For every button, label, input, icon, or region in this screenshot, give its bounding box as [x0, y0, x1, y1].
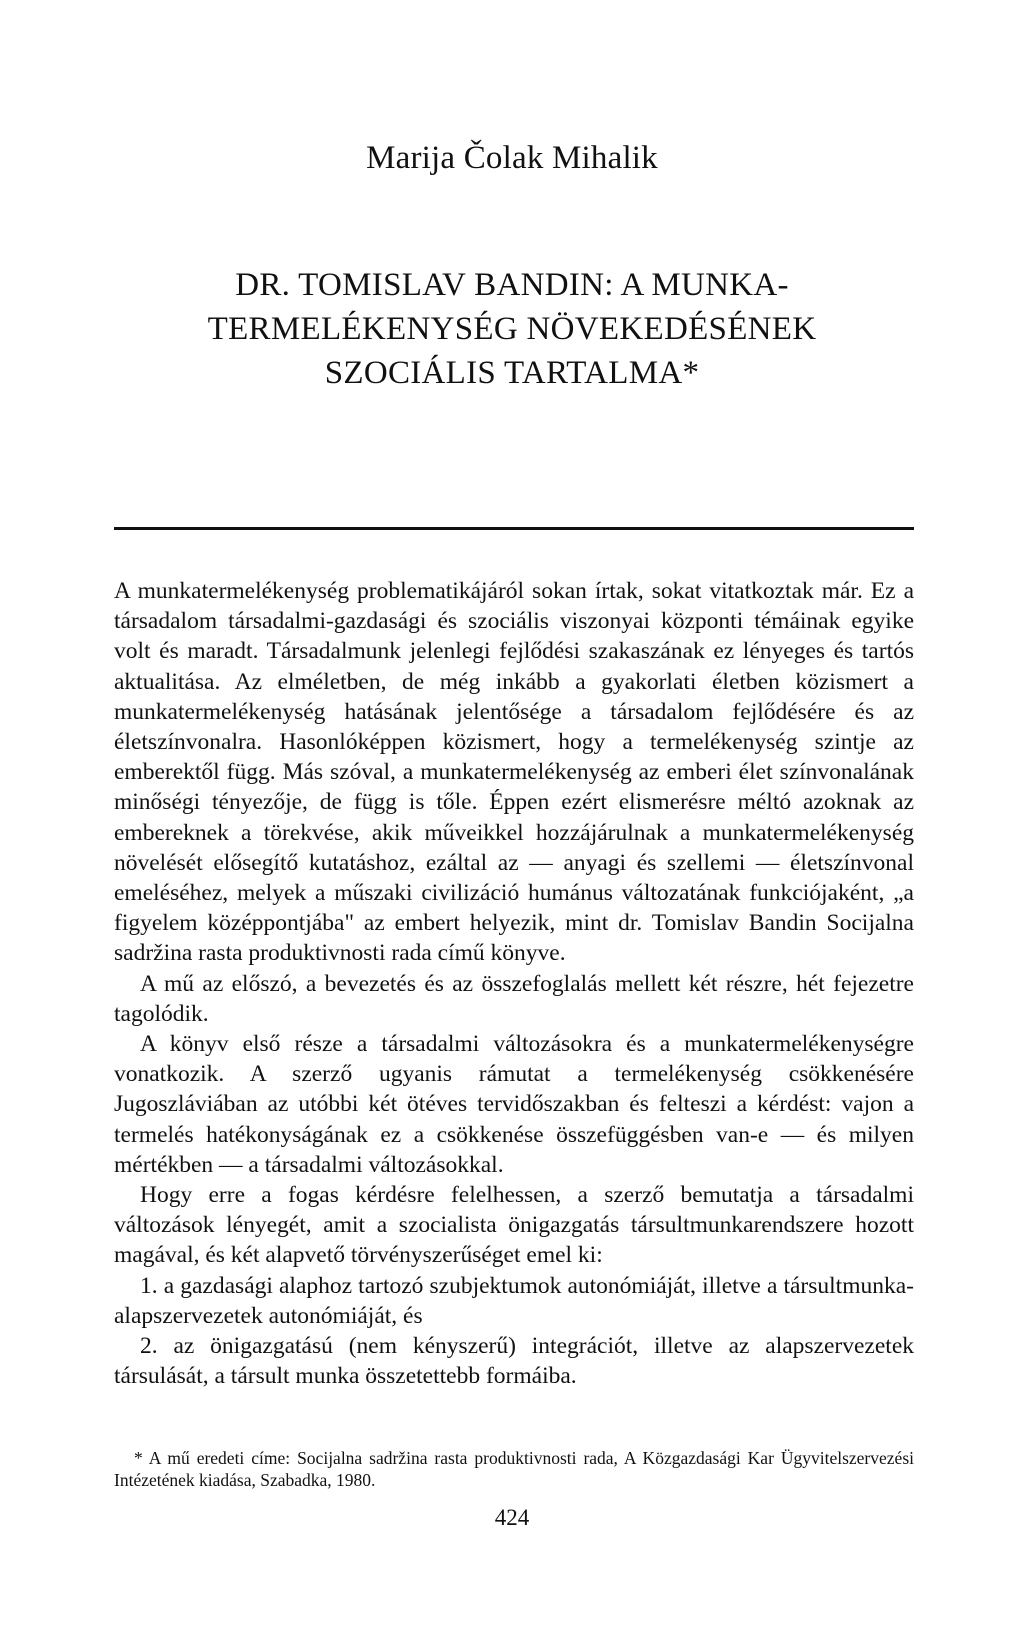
title-divider — [114, 527, 914, 530]
list-item-1: 1. a gazdasági alaphoz tartozó szubjektumok autonómiáját, illetve a társultmunka-alapszervezetek autonómiáját, és — [114, 1272, 914, 1329]
paragraph-4: Hogy erre a fogas kérdésre felelhessen, a szerző bemutatja a társadalmi változások lényegét, amit a szocialista önigazgatás társultmunkarendszere hozott magával, és két alapvető törvényszerűséget emel ki: — [114, 1182, 914, 1269]
paragraph-1: A munkatermelékenység problematikájáról sokan írtak, sokat vitatkoztak már. Ez a társadalom társadalmi-gazdasági és szociális viszonyai központi témáinak egyike volt és maradt. Társadalmunk jelenlegi fejlődési szakaszának ez lényeges és tartós aktualitása. Az elméletben, de még inkább a gyakorlati életben közismert a munkatermelékenység hatásának jelentősége a társadalom fejlődésére és az életszínvonalra. Hasonlóképpen közismert, hogy a termelékenység szintje az emberektől függ. Más szóval, a munkatermelékenység az emberi élet színvonalának minőségi tényezője, de függ is tőle. Éppen ezért elismerésre méltó azoknak az embereknek a törekvése, akik műveikkel hozzájárulnak a munkatermelékenység növelését elősegítő kutatáshoz, ezáltal az — anyagi és szellemi — életszínvonal emeléséhez, melyek a műszaki civilizáció humánus változatának funkciójaként, „a figyelem középpontjába" az embert helyezik, mint dr. Tomislav Bandin Socijalna sadržina rasta produktivnosti rada című könyve. — [114, 578, 914, 967]
title-line-2: TERMELÉKENYSÉG NÖVEKEDÉSÉNEK — [207, 311, 817, 347]
paragraph-2: A mű az előszó, a bevezetés és az összefoglalás mellett két részre, hét fejezetre tagolódik. — [114, 970, 914, 1027]
title-line-1: DR. TOMISLAV BANDIN: A MUNKA- — [235, 267, 789, 303]
article-body — [114, 576, 914, 1391]
article-title — [0, 263, 1024, 395]
list-item-2: 2. az önigazgatású (nem kényszerű) integrációt, illetve az alapszervezetek társulását, a társult munka összetettebb formáiba. — [114, 1333, 914, 1390]
footnote: * A mű eredeti címe: Socijalna sadržina rasta produktivnosti rada, A Közgazdasági Kar Ügyvitelszervezési Intézetének kiadása, Szabadka, 1980. — [114, 1448, 914, 1490]
title-line-3: SZOCIÁLIS TARTALMA* — [324, 355, 700, 391]
page-number: 424 — [494, 1505, 530, 1530]
paragraph-3: A könyv első része a társadalmi változásokra és a munkatermelékenységre vonatkozik. A szerző ugyanis rámutat a termelékenység csökkenésére Jugoszláviában az utóbbi két ötéves tervidőszakban és felteszi a kérdést: vajon a termelés hatékonyságának ez a csökkenése összefüggésben van-e — és milyen mértékben — a társadalmi változásokkal. — [114, 1031, 914, 1178]
author-name: Marija Čolak Mihalik — [366, 140, 658, 176]
